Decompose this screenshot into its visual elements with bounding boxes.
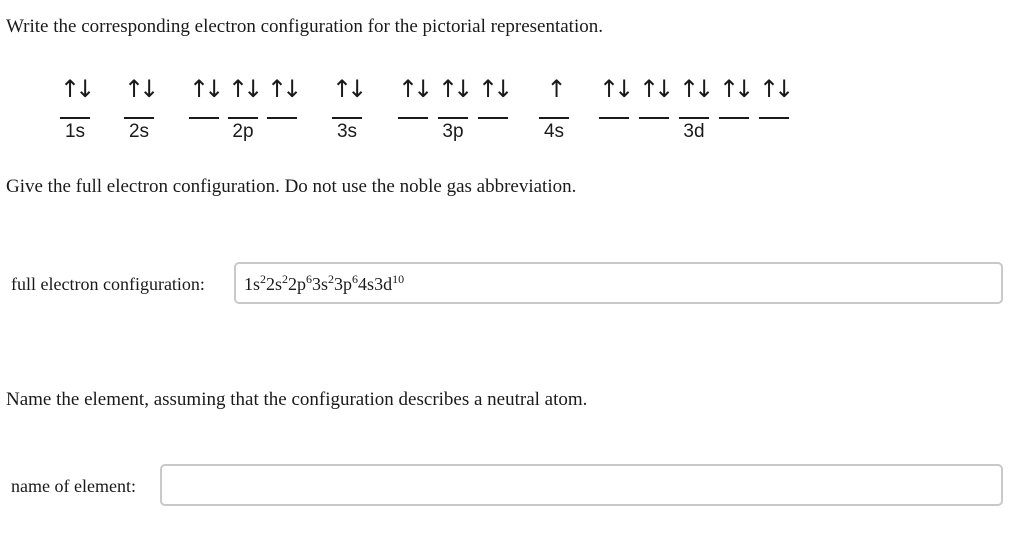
orbital-box (189, 70, 219, 120)
orbital-line (679, 117, 709, 119)
electron-arrows: ↑↓ (438, 75, 469, 103)
electron-arrows: ↑↓ (759, 75, 790, 103)
orbital-box (124, 70, 154, 120)
subshell-label: 4s (543, 121, 565, 142)
electron-config-input[interactable] (234, 262, 1003, 304)
orbital-box (759, 70, 789, 120)
subshell-label: 3p (442, 121, 464, 142)
electron-arrows: ↑↓ (719, 75, 750, 103)
subshell-label: 3d (683, 121, 705, 142)
orbital-diagram (0, 70, 1024, 150)
subshell-label: 2s (128, 121, 150, 142)
config-term-base: 1s (244, 274, 261, 294)
config-term (312, 274, 334, 294)
subshell-label: 3s (336, 121, 358, 142)
element-instruction: Name the element, assuming that the configuration describes a neutral atom. (6, 389, 588, 410)
subshell-label: 1s (64, 121, 86, 142)
orbital-box (438, 70, 468, 120)
electron-arrows: ↑↓ (228, 75, 259, 103)
element-name-input[interactable] (160, 464, 1003, 506)
config-term-exp: 10 (392, 272, 405, 286)
orbital-line (124, 117, 154, 119)
electron-arrows: ↑↓ (478, 75, 509, 103)
electron-arrows: ↑↓ (60, 75, 91, 103)
orbital-box (719, 70, 749, 120)
orbital-box (332, 70, 362, 120)
subshell-label: 2p (232, 121, 254, 142)
orbital-line (60, 117, 90, 119)
config-term (288, 274, 312, 294)
config-term-exp: 6 (352, 272, 359, 286)
config-term (374, 274, 404, 294)
orbital-box (539, 70, 569, 120)
config-value (244, 273, 404, 295)
electron-arrows: ↑↓ (267, 75, 298, 103)
orbital-line (267, 117, 297, 119)
config-field-label: full electron configuration: (11, 274, 205, 294)
diagram-instruction: Write the corresponding electron configuration for the pictorial representation. (6, 16, 603, 37)
orbital-line (332, 117, 362, 119)
element-field-label: name of element: (11, 476, 136, 496)
orbital-line (228, 117, 258, 119)
orbital-line (599, 117, 629, 119)
config-term-base: 3d (374, 274, 393, 294)
electron-arrows: ↑↓ (189, 75, 220, 103)
orbital-line (438, 117, 468, 119)
config-term-exp: 2 (282, 272, 289, 286)
orbital-line (189, 117, 219, 119)
orbital-line (719, 117, 749, 119)
orbital-line (478, 117, 508, 119)
config-term-base: 3s (312, 274, 329, 294)
config-term-base: 2s (266, 274, 283, 294)
orbital-box (478, 70, 508, 120)
orbital-box (679, 70, 709, 120)
orbital-box (267, 70, 297, 120)
orbital-box (398, 70, 428, 120)
orbital-line (539, 117, 569, 119)
orbital-box (228, 70, 258, 120)
electron-arrows: ↑ (546, 75, 562, 103)
config-term-exp: 2 (260, 272, 267, 286)
electron-arrows: ↑↓ (639, 75, 670, 103)
config-term-base: 2p (288, 274, 307, 294)
electron-arrows: ↑↓ (398, 75, 429, 103)
electron-arrows: ↑↓ (124, 75, 155, 103)
config-term-base: 4s (358, 274, 375, 294)
orbital-line (759, 117, 789, 119)
orbital-box (60, 70, 90, 120)
config-term (358, 274, 374, 294)
orbital-box (639, 70, 669, 120)
config-instruction: Give the full electron configuration. Do not use the noble gas abbreviation. (6, 176, 577, 197)
electron-arrows: ↑↓ (599, 75, 630, 103)
config-term-base: 3p (334, 274, 353, 294)
orbital-line (398, 117, 428, 119)
orbital-box (599, 70, 629, 120)
config-term (244, 274, 266, 294)
config-term (334, 274, 358, 294)
orbital-line (639, 117, 669, 119)
config-term-exp: 2 (328, 272, 335, 286)
electron-arrows: ↑↓ (332, 75, 363, 103)
config-term-exp: 6 (306, 272, 313, 286)
electron-arrows: ↑↓ (679, 75, 710, 103)
config-term (266, 274, 288, 294)
